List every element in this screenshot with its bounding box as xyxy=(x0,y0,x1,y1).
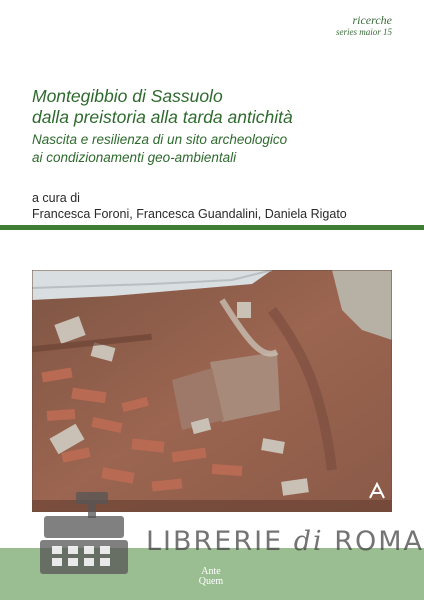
publisher-mark-icon xyxy=(368,482,386,500)
series-number: series maior 15 xyxy=(336,27,392,37)
cash-register-icon xyxy=(34,492,134,582)
watermark-librerie-di-roma xyxy=(146,526,424,557)
publisher-logo xyxy=(198,567,224,587)
editors-block xyxy=(32,190,347,222)
excavation-photo xyxy=(32,270,392,512)
book-title-block xyxy=(32,86,392,167)
watermark-part-3: ROMA xyxy=(323,526,424,557)
subtitle-line-1: Nascita e resilienza di un sito archeologico xyxy=(32,132,288,147)
series-name: ricerche xyxy=(352,13,392,27)
title-line-1: Montegibbio di Sassuolo xyxy=(32,86,223,106)
watermark-part-2: di xyxy=(293,526,324,557)
editors-names: Francesca Foroni, Francesca Guandalini, Daniela Rigato xyxy=(32,207,347,221)
publisher-line-2: Quem xyxy=(198,576,224,587)
subtitle-line-2: ai condizionamenti geo-ambientali xyxy=(32,150,237,165)
watermark-part-1: LIBRERIE xyxy=(146,526,294,557)
editors-label: a cura di xyxy=(32,191,80,205)
publisher-line-1: Ante xyxy=(201,566,221,577)
series-label xyxy=(336,14,392,38)
title-line-2: dalla preistoria alla tarda antichità xyxy=(32,107,293,127)
green-divider xyxy=(0,225,424,230)
